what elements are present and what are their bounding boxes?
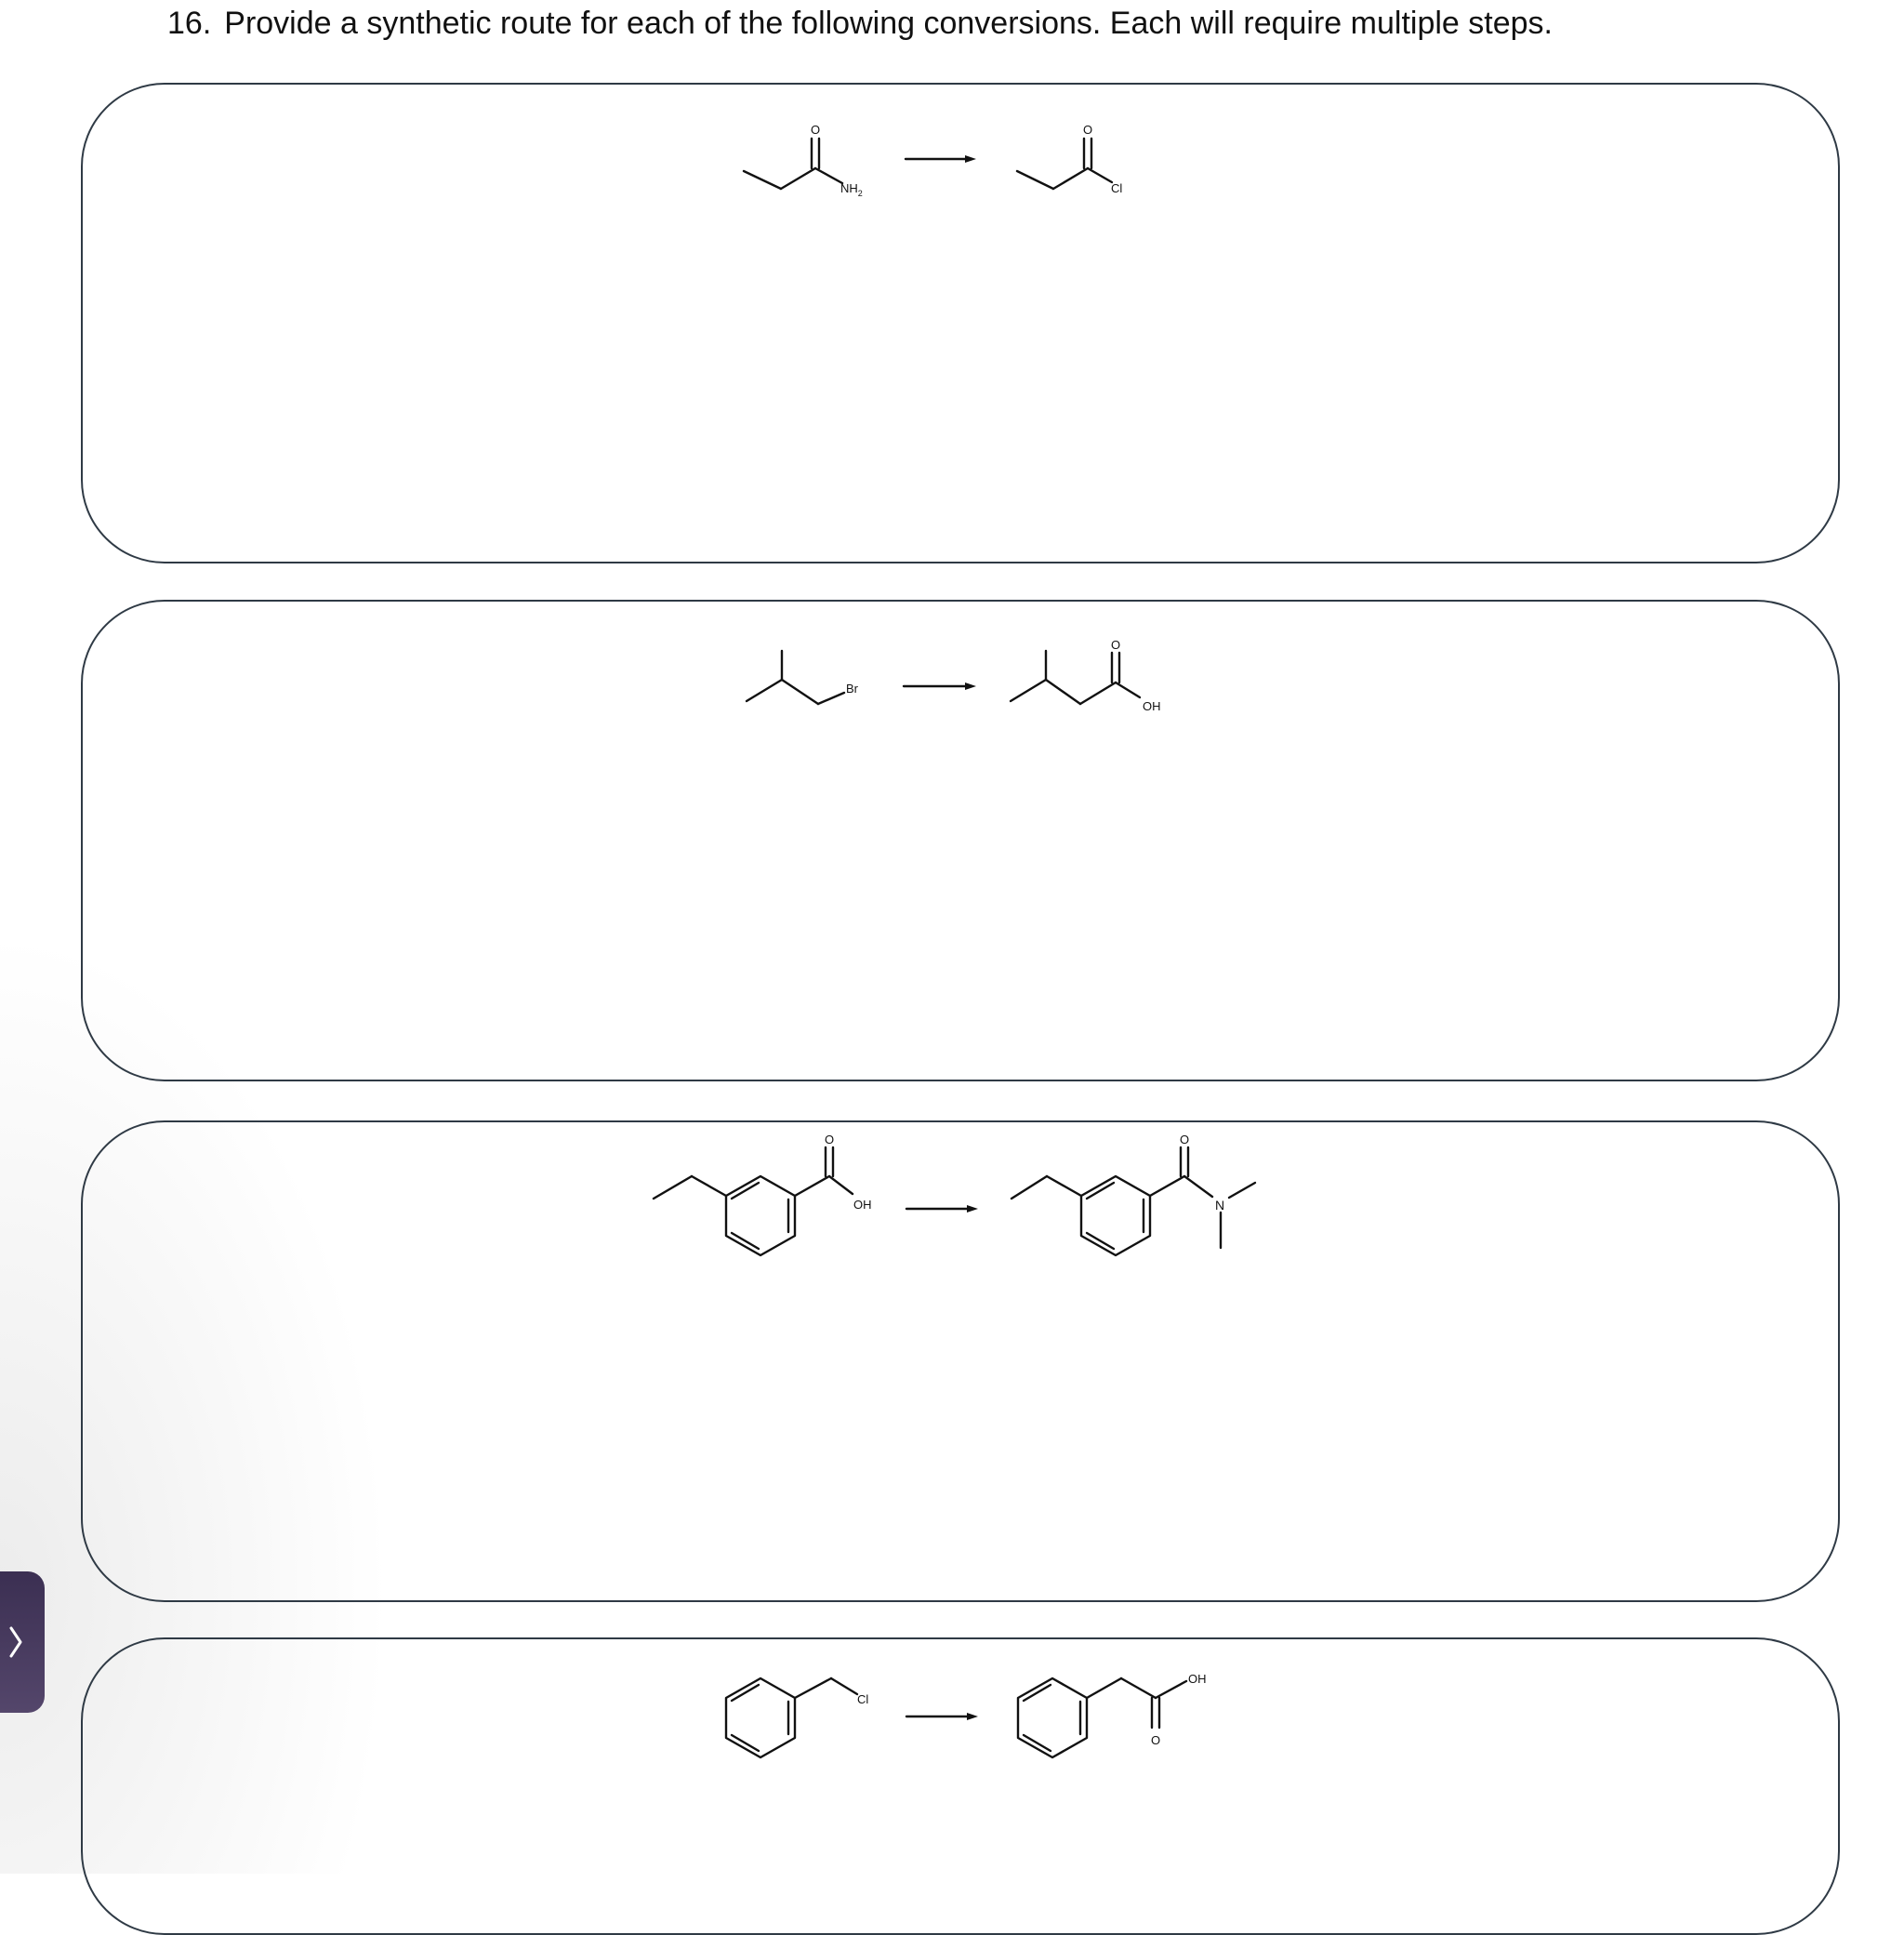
c1-start-amine: $NH_2$ [840, 181, 863, 198]
c3-start-oxygen: O [824, 1133, 835, 1146]
c2-start-bromide: Br [846, 682, 858, 696]
c2-product-oxygen: O [1110, 638, 1121, 652]
c4-start-benzyl-bond [831, 1678, 857, 1694]
c1-product-chloride: Cl [1111, 181, 1123, 195]
next-page-tab[interactable] [0, 1571, 45, 1713]
c4-arrow-head [967, 1713, 978, 1720]
c4-start-benzene-ring [726, 1678, 795, 1757]
chevron-right-icon [7, 1625, 24, 1659]
c3-product-nitrogen: N [1215, 1198, 1225, 1213]
c4-start-benzyl-bond [795, 1678, 831, 1698]
c3-product-oxygen: O [1179, 1133, 1190, 1146]
c2-product-hydroxyl: OH [1143, 699, 1161, 713]
question-number: 16. [167, 6, 212, 41]
c4-product-benzene-ring [1018, 1678, 1087, 1757]
c3-start-hydroxyl: OH [853, 1198, 872, 1212]
question-text: Provide a synthetic route for each of the following conversions. Each will require multiple steps. [224, 6, 1553, 41]
c4-product-hydroxyl: OH [1188, 1672, 1207, 1686]
c4-start-chloride: Cl [857, 1692, 869, 1706]
c4-product-oxygen: O [1150, 1733, 1161, 1747]
c4-product-hydroxyl-bond [1156, 1681, 1186, 1698]
c4-product-benzyl-bond [1087, 1678, 1121, 1698]
c1-product-oxygen: O [1082, 123, 1093, 137]
c4-product-acyl-bond [1121, 1678, 1156, 1698]
c1-start-oxygen: O [810, 123, 821, 137]
